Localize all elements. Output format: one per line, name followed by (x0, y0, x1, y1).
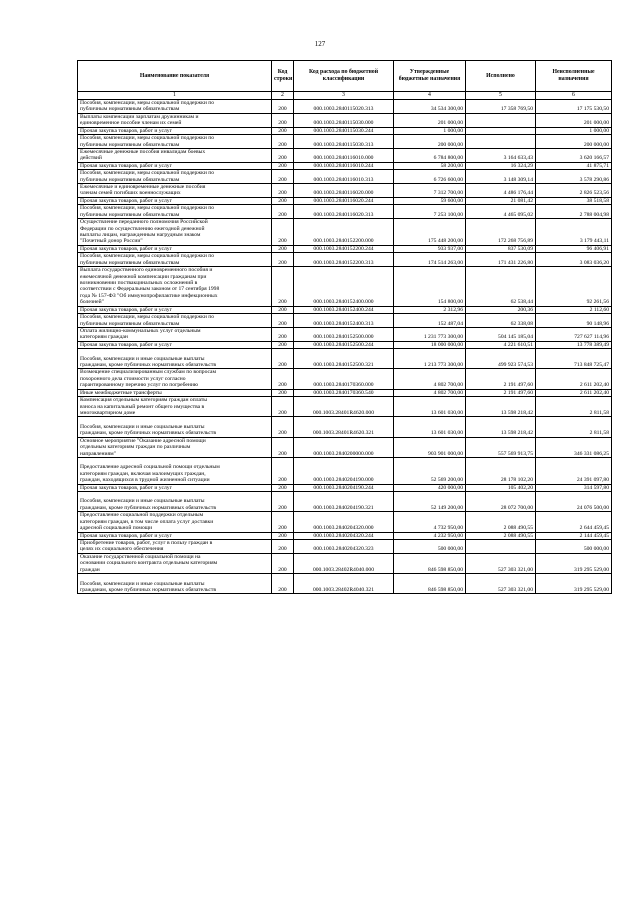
table-row (78, 553, 612, 573)
row-line-code: 200 (272, 341, 294, 348)
table-row (78, 148, 612, 162)
row-name: Иные межбюджетные трансферты (78, 389, 272, 396)
row-executed: 2 088 490,55 (466, 532, 536, 539)
row-name: Прочая закупка товаров, работ и услуг (78, 484, 272, 491)
row-executed: 557 569 913,75 (466, 437, 536, 457)
table-row (78, 327, 612, 341)
row-budget-code: 000.1003.2840115030.313 (294, 135, 394, 149)
row-budget-code: 000.1003.2840204320.323 (294, 540, 394, 554)
row-budget-code: 000.1003.28401R4620.000 (294, 397, 394, 417)
row-unexecuted: 2 788 004,98 (536, 205, 612, 219)
row-unexecuted: 319 295 529,00 (536, 574, 612, 594)
row-executed (466, 113, 536, 127)
table-row (78, 306, 612, 313)
row-budget-code: 000.1003.2840152400.000 (294, 267, 394, 307)
row-unexecuted: 3 179 443,11 (536, 219, 612, 246)
row-approved: 52 569 200,00 (394, 457, 466, 484)
row-executed: 105 402,20 (466, 484, 536, 491)
row-line-code: 200 (272, 267, 294, 307)
table-row (78, 267, 612, 307)
header-executed: Исполнено (466, 61, 536, 92)
row-approved: 903 901 000,00 (394, 437, 466, 457)
row-approved: 201 000,00 (394, 113, 466, 127)
row-unexecuted: 2 644 459,45 (536, 512, 612, 532)
row-executed: 4 465 095,02 (466, 205, 536, 219)
row-executed: 527 303 321,00 (466, 574, 536, 594)
row-unexecuted: 319 295 529,00 (536, 553, 612, 573)
row-name: Оплата жилищно-коммунальных услуг отдельным категориям граждан (78, 327, 272, 341)
row-name: Приобретение товаров, работ, услуг в пользу граждан в целях их социального обеспечения (78, 540, 272, 554)
row-unexecuted: 500 000,00 (536, 540, 612, 554)
column-number: 5 (466, 92, 536, 100)
row-budget-code: 000.1003.2840116010.313 (294, 170, 394, 184)
row-executed: 17 358 769,50 (466, 100, 536, 114)
row-name: Пособия, компенсации, меры социальной поддержки по публичным нормативным обязательствам (78, 170, 272, 184)
table-row (78, 437, 612, 457)
row-approved: 174 514 263,00 (394, 253, 466, 267)
table-row (78, 349, 612, 369)
row-unexecuted: 2 112,60 (536, 306, 612, 313)
row-budget-code: 000.1003.28402R4040.000 (294, 553, 394, 573)
row-approved: 6 784 800,00 (394, 148, 466, 162)
row-approved: 152 487,04 (394, 314, 466, 328)
row-budget-code: 000.1003.2840170360.540 (294, 389, 394, 396)
row-unexecuted: 2 826 523,56 (536, 184, 612, 198)
page-number: 127 (314, 40, 326, 48)
row-unexecuted: 346 331 086,25 (536, 437, 612, 457)
row-executed: 2 191 497,60 (466, 389, 536, 396)
row-budget-code: 000.1003.2840152200.244 (294, 245, 394, 252)
header-indicator-name: Наименование показателя (78, 61, 272, 92)
row-budget-code: 000.1003.2840116020.313 (294, 205, 394, 219)
row-budget-code: 000.1003.2840152400.313 (294, 314, 394, 328)
table-row (78, 457, 612, 484)
row-executed: 4 221 610,51 (466, 341, 536, 348)
row-line-code: 200 (272, 349, 294, 369)
row-executed: 504 145 185,04 (466, 327, 536, 341)
row-unexecuted: 2 811,58 (536, 417, 612, 437)
row-approved: 500 000,00 (394, 540, 466, 554)
row-approved: 154 800,00 (394, 267, 466, 307)
row-name: Прочая закупка товаров, работ и услуг (78, 245, 272, 252)
row-line-code: 200 (272, 113, 294, 127)
row-name: Пособия, компенсации, меры социальной поддержки по публичным нормативным обязательствам (78, 135, 272, 149)
table-row (78, 170, 612, 184)
row-approved: 34 534 300,00 (394, 100, 466, 114)
row-executed: 3 164 633,43 (466, 148, 536, 162)
row-unexecuted: 713 848 725,47 (536, 349, 612, 369)
row-line-code: 200 (272, 492, 294, 512)
row-approved: 1 213 773 300,00 (394, 349, 466, 369)
table-row (78, 205, 612, 219)
row-approved: 420 000,00 (394, 484, 466, 491)
row-approved: 18 000 000,00 (394, 341, 466, 348)
row-approved: 933 937,00 (394, 245, 466, 252)
row-unexecuted: 24 391 097,80 (536, 457, 612, 484)
row-name: Ежемесячные денежные пособия инвалидам боевых действий (78, 148, 272, 162)
row-line-code: 200 (272, 457, 294, 484)
table-row (78, 532, 612, 539)
table-row (78, 397, 612, 417)
row-line-code: 200 (272, 148, 294, 162)
row-approved: 7 253 100,00 (394, 205, 466, 219)
row-line-code: 200 (272, 100, 294, 114)
table-row (78, 341, 612, 348)
table-row (78, 492, 612, 512)
row-budget-code: 000.1003.2840152400.244 (294, 306, 394, 313)
row-line-code: 200 (272, 389, 294, 396)
row-line-code: 200 (272, 314, 294, 328)
row-name: Прочая закупка товаров, работ и услуг (78, 162, 272, 169)
row-executed: 527 303 321,00 (466, 553, 536, 573)
row-approved: 7 312 700,00 (394, 184, 466, 198)
row-unexecuted: 3 620 166,57 (536, 148, 612, 162)
row-budget-code: 000.1003.2840204320.244 (294, 532, 394, 539)
row-approved: 175 448 200,00 (394, 219, 466, 246)
row-name: Возмещение специализированным службам по вопросам похоронного дела стоимости услуг согласно гарантированному перечню услуг по погребению (78, 369, 272, 389)
column-number: 6 (536, 92, 612, 100)
row-unexecuted: 2 611 202,40 (536, 389, 612, 396)
table-row (78, 219, 612, 246)
row-approved: 58 200,00 (394, 162, 466, 169)
row-line-code: 200 (272, 306, 294, 313)
row-line-code: 200 (272, 245, 294, 252)
row-line-code: 200 (272, 170, 294, 184)
row-unexecuted: 200 000,00 (536, 135, 612, 149)
row-unexecuted: 2 811,58 (536, 397, 612, 417)
header-approved: Утвержденные бюджетные назначения (394, 61, 466, 92)
row-budget-code: 000.1003.2840152500.244 (294, 341, 394, 348)
row-executed: 200,36 (466, 306, 536, 313)
table-row (78, 162, 612, 169)
row-budget-code: 000.1003.2840152500.321 (294, 349, 394, 369)
row-line-code: 200 (272, 417, 294, 437)
row-unexecuted: 90 148,96 (536, 314, 612, 328)
row-unexecuted: 41 875,71 (536, 162, 612, 169)
row-executed: 2 088 490,55 (466, 512, 536, 532)
row-approved: 4 232 950,00 (394, 532, 466, 539)
header-budget-code: Код расхода по бюджетной классификации (294, 61, 394, 92)
table-row (78, 245, 612, 252)
table-row (78, 135, 612, 149)
row-budget-code: 000.1003.2840115030.244 (294, 127, 394, 134)
table-row (78, 389, 612, 396)
row-name: Пособия, компенсации, меры социальной поддержки по публичным нормативным обязательствам (78, 314, 272, 328)
row-line-code: 200 (272, 184, 294, 198)
table-row (78, 512, 612, 532)
row-line-code: 200 (272, 135, 294, 149)
row-executed: 62 538,44 (466, 267, 536, 307)
row-line-code: 200 (272, 484, 294, 491)
row-name: Оказание государственной социальной помощи на основании социального контракта отдельным категориям граждан (78, 553, 272, 573)
row-budget-code: 000.1003.2840152200.313 (294, 253, 394, 267)
row-unexecuted: 727 627 114,96 (536, 327, 612, 341)
row-name: Основное мероприятие "Оказание адресной помощи отдельным категориям граждан по различным направлениям" (78, 437, 272, 457)
row-approved: 846 598 850,00 (394, 553, 466, 573)
row-executed (466, 135, 536, 149)
row-approved: 200 000,00 (394, 135, 466, 149)
row-approved: 4 732 950,00 (394, 512, 466, 532)
row-line-code: 200 (272, 574, 294, 594)
row-unexecuted: 201 000,00 (536, 113, 612, 127)
row-executed: 2 191 497,60 (466, 369, 536, 389)
row-approved: 4 802 700,00 (394, 389, 466, 396)
row-line-code: 200 (272, 219, 294, 246)
row-budget-code: 000.1003.2840116020.244 (294, 197, 394, 204)
row-budget-code: 000.1003.2840204190.000 (294, 457, 394, 484)
row-line-code: 200 (272, 437, 294, 457)
row-name: Прочая закупка товаров, работ и услуг (78, 341, 272, 348)
table-row (78, 314, 612, 328)
row-unexecuted: 314 597,80 (536, 484, 612, 491)
row-name: Выплата государственного единовременного пособия и ежемесячной денежной компенсации гражданам при возникновении поствакцинальных осложнений в соответствии с Федеральным законом от 17 сентября 1998 года № 157-ФЗ "Об иммунопрофилактике инфекционных болезней" (78, 267, 272, 307)
row-line-code: 200 (272, 512, 294, 532)
row-executed: 21 081,42 (466, 197, 536, 204)
row-executed (466, 127, 536, 134)
row-budget-code: 000.1003.2840204320.000 (294, 512, 394, 532)
row-name: Пособия, компенсации и иные социальные выплаты гражданам, кроме публичных нормативных обязательств (78, 417, 272, 437)
column-number: 1 (78, 92, 272, 100)
table-row (78, 184, 612, 198)
row-line-code: 200 (272, 327, 294, 341)
row-approved: 52 149 200,00 (394, 492, 466, 512)
row-budget-code: 000.1003.2840170360.000 (294, 369, 394, 389)
row-executed: 13 598 218,42 (466, 397, 536, 417)
row-name: Пособия, компенсации и иные социальные выплаты гражданам, кроме публичных нормативных обязательств (78, 574, 272, 594)
row-budget-code: 000.1003.2840116020.000 (294, 184, 394, 198)
row-line-code: 200 (272, 253, 294, 267)
row-name: Пособия, компенсации, меры социальной поддержки по публичным нормативным обязательствам (78, 253, 272, 267)
row-unexecuted: 2 144 459,45 (536, 532, 612, 539)
row-line-code: 200 (272, 205, 294, 219)
row-executed: 3 148 309,14 (466, 170, 536, 184)
row-approved: 4 802 700,00 (394, 369, 466, 389)
row-name: Прочая закупка товаров, работ и услуг (78, 532, 272, 539)
header-line-code: Код строки (272, 61, 294, 92)
row-budget-code: 000.1003.2840200000.000 (294, 437, 394, 457)
row-budget-code: 000.1003.2840204190.244 (294, 484, 394, 491)
row-name: Пособия, компенсации, меры социальной поддержки по публичным нормативным обязательствам (78, 205, 272, 219)
row-budget-code: 000.1003.2840115030.000 (294, 113, 394, 127)
row-approved: 2 312,96 (394, 306, 466, 313)
row-name: Предоставление адресной социальной помощи отдельным категориям граждан, включая малоимущих граждан, граждан, находящихся в трудной жизненной ситуации (78, 457, 272, 484)
row-executed: 28 178 102,20 (466, 457, 536, 484)
row-name: Предоставление социальной поддержки отдельным категориям граждан, в том числе оплата услуг доставки адресной социальной помощи (78, 512, 272, 532)
row-line-code: 200 (272, 540, 294, 554)
row-unexecuted: 17 175 530,50 (536, 100, 612, 114)
row-name: Выплаты компенсации зарплатам дружинникам и единовременное пособие членам их семей (78, 113, 272, 127)
row-unexecuted: 1 000,00 (536, 127, 612, 134)
row-unexecuted: 2 611 202,40 (536, 369, 612, 389)
table-row (78, 540, 612, 554)
row-unexecuted: 3 083 036,20 (536, 253, 612, 267)
table-row (78, 253, 612, 267)
row-budget-code: 000.1003.2840152200.000 (294, 219, 394, 246)
row-approved: 1 000,00 (394, 127, 466, 134)
row-budget-code: 000.1003.2840152500.000 (294, 327, 394, 341)
row-line-code: 200 (272, 532, 294, 539)
table-header-row (78, 61, 612, 92)
row-name: Осуществление переданного полномочия Российской Федерации по осуществлению ежегодной денежной выплаты лицам, награжденным нагрудным знаком "Почетный донор России" (78, 219, 272, 246)
row-line-code: 200 (272, 127, 294, 134)
table-row (78, 417, 612, 437)
column-number: 4 (394, 92, 466, 100)
table-row (78, 127, 612, 134)
header-unexecuted: Неисполненные назначения (536, 61, 612, 92)
row-executed: 172 268 756,89 (466, 219, 536, 246)
row-budget-code: 000.1003.2840116010.000 (294, 148, 394, 162)
table-row (78, 369, 612, 389)
row-unexecuted: 24 076 500,00 (536, 492, 612, 512)
row-executed: 837 530,09 (466, 245, 536, 252)
row-line-code: 200 (272, 162, 294, 169)
row-approved: 59 600,00 (394, 197, 466, 204)
row-line-code: 200 (272, 197, 294, 204)
row-budget-code: 000.1003.2840204190.321 (294, 492, 394, 512)
table-row (78, 197, 612, 204)
row-budget-code: 000.1003.28401R4620.321 (294, 417, 394, 437)
row-executed: 28 072 700,00 (466, 492, 536, 512)
row-executed (466, 540, 536, 554)
row-executed: 16 324,29 (466, 162, 536, 169)
row-unexecuted: 92 261,56 (536, 267, 612, 307)
row-budget-code: 000.1003.2840116010.244 (294, 162, 394, 169)
row-budget-code: 000.1003.28402R4040.321 (294, 574, 394, 594)
row-unexecuted: 38 518,58 (536, 197, 612, 204)
row-line-code: 200 (272, 397, 294, 417)
table-row (78, 113, 612, 127)
budget-execution-table (77, 60, 612, 594)
row-unexecuted: 3 578 290,86 (536, 170, 612, 184)
column-number: 2 (272, 92, 294, 100)
row-approved: 1 231 773 300,00 (394, 327, 466, 341)
column-number-row (78, 92, 612, 100)
table-row (78, 100, 612, 114)
row-name: Компенсация отдельным категориям граждан оплаты взноса на капитальный ремонт общего имущества в многоквартирном доме (78, 397, 272, 417)
row-executed: 62 338,08 (466, 314, 536, 328)
row-name: Пособия, компенсации и иные социальные выплаты гражданам, кроме публичных нормативных обязательств (78, 349, 272, 369)
row-name: Прочая закупка товаров, работ и услуг (78, 306, 272, 313)
row-unexecuted: 96 406,91 (536, 245, 612, 252)
row-name: Ежемесячные и единовременные денежные пособия членам семей погибших военнослужащих (78, 184, 272, 198)
row-name: Пособия, компенсации, меры социальной поддержки по публичным нормативным обязательствам (78, 100, 272, 114)
row-executed: 13 598 218,42 (466, 417, 536, 437)
row-executed: 499 923 574,53 (466, 349, 536, 369)
table-row (78, 574, 612, 594)
row-executed: 4 486 176,44 (466, 184, 536, 198)
row-line-code: 200 (272, 369, 294, 389)
row-budget-code: 000.1003.2840115020.313 (294, 100, 394, 114)
row-executed: 171 431 226,80 (466, 253, 536, 267)
row-approved: 6 726 600,00 (394, 170, 466, 184)
row-unexecuted: 13 778 389,49 (536, 341, 612, 348)
column-number: 3 (294, 92, 394, 100)
row-approved: 13 601 030,00 (394, 397, 466, 417)
table-row (78, 484, 612, 491)
row-line-code: 200 (272, 553, 294, 573)
row-approved: 13 601 030,00 (394, 417, 466, 437)
row-approved: 846 598 850,00 (394, 574, 466, 594)
row-name: Пособия, компенсации и иные социальные выплаты гражданам, кроме публичных нормативных обязательств (78, 492, 272, 512)
row-name: Прочая закупка товаров, работ и услуг (78, 127, 272, 134)
row-name: Прочая закупка товаров, работ и услуг (78, 197, 272, 204)
